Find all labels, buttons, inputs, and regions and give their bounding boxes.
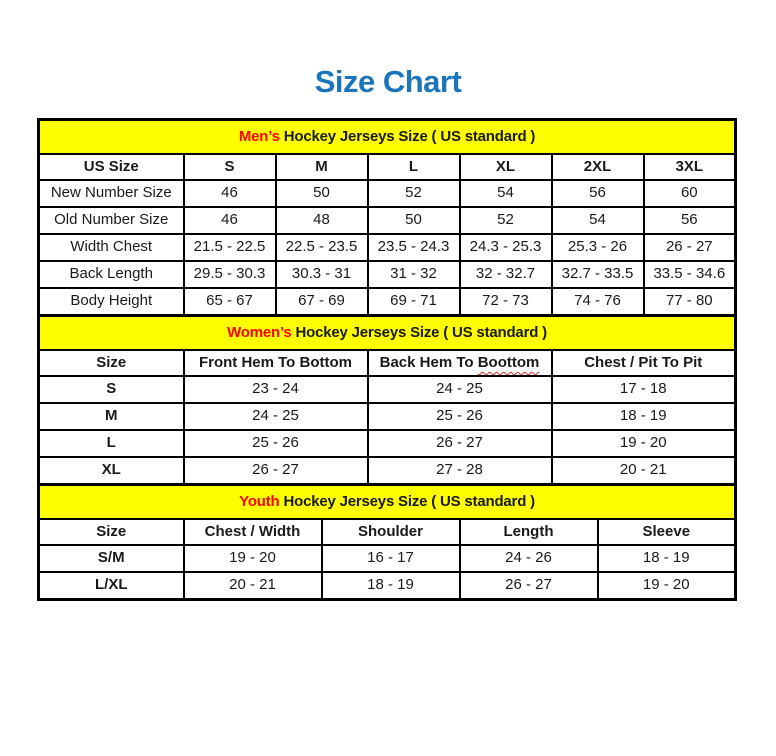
womens-row-label: L [39, 430, 184, 457]
mens-size-value: 33.5 - 34.6 [644, 261, 736, 288]
mens-size-value: 31 - 32 [368, 261, 460, 288]
youth-size-value: 24 - 26 [460, 545, 598, 572]
misspelled-word: Boottom [477, 353, 540, 371]
youth-size-value: 19 - 20 [184, 545, 322, 572]
mens-size-table [37, 118, 737, 317]
page-title: Size Chart [314, 64, 462, 99]
womens-table-row [39, 403, 736, 430]
womens-row-label: S [39, 376, 184, 403]
womens-col-header-3: Chest / Pit To Pit [552, 350, 736, 376]
womens-banner-text: Hockey Jerseys Size ( US standard ) [295, 323, 547, 341]
womens-table-row [39, 430, 736, 457]
womens-size-value: 25 - 26 [184, 430, 368, 457]
womens-size-value: 24 - 25 [368, 376, 552, 403]
mens-col-header-2: M [276, 154, 368, 180]
mens-size-value: 56 [644, 207, 736, 234]
womens-size-value: 27 - 28 [368, 457, 552, 485]
mens-size-value: 74 - 76 [552, 288, 644, 316]
youth-banner-text: Hockey Jerseys Size ( US standard ) [283, 492, 535, 510]
mens-table-row [39, 207, 736, 234]
mens-size-value: 50 [276, 180, 368, 207]
mens-size-value: 21.5 - 22.5 [184, 234, 276, 261]
youth-table-row [39, 545, 736, 572]
youth-size-value: 18 - 19 [598, 545, 736, 572]
mens-size-value: 56 [552, 180, 644, 207]
mens-size-value: 54 [460, 180, 552, 207]
womens-col-header-0: Size [39, 350, 184, 376]
womens-col-header-1: Front Hem To Bottom [184, 350, 368, 376]
size-tables-container [37, 118, 733, 601]
mens-size-value: 48 [276, 207, 368, 234]
womens-table-row [39, 376, 736, 403]
mens-col-header-1: S [184, 154, 276, 180]
mens-row-label: Back Length [39, 261, 184, 288]
youth-size-value: 20 - 21 [184, 572, 322, 600]
mens-size-value: 54 [552, 207, 644, 234]
size-chart-page [0, 64, 776, 756]
womens-row-label: M [39, 403, 184, 430]
mens-col-header-5: 2XL [552, 154, 644, 180]
mens-size-value: 52 [368, 180, 460, 207]
womens-row-label: XL [39, 457, 184, 485]
womens-banner [39, 316, 736, 351]
youth-size-value: 16 - 17 [322, 545, 460, 572]
mens-row-label: Old Number Size [39, 207, 184, 234]
mens-col-header-6: 3XL [644, 154, 736, 180]
youth-size-value: 19 - 20 [598, 572, 736, 600]
mens-size-value: 22.5 - 23.5 [276, 234, 368, 261]
womens-size-value: 18 - 19 [552, 403, 736, 430]
mens-size-value: 65 - 67 [184, 288, 276, 316]
youth-banner [39, 485, 736, 520]
mens-table-row [39, 180, 736, 207]
womens-table-row [39, 457, 736, 485]
youth-row-label: S/M [39, 545, 184, 572]
mens-size-value: 69 - 71 [368, 288, 460, 316]
womens-size-value: 26 - 27 [184, 457, 368, 485]
womens-col-header-2: Back Hem To Boottom [368, 350, 552, 376]
mens-size-value: 26 - 27 [644, 234, 736, 261]
womens-size-value: 19 - 20 [552, 430, 736, 457]
youth-size-value: 26 - 27 [460, 572, 598, 600]
womens-banner-highlight: Women’s [227, 323, 292, 341]
youth-table-row [39, 572, 736, 600]
youth-col-header-4: Sleeve [598, 519, 736, 545]
mens-table-row [39, 288, 736, 316]
mens-col-header-4: XL [460, 154, 552, 180]
mens-size-value: 72 - 73 [460, 288, 552, 316]
youth-size-table [37, 483, 737, 601]
youth-row-label: L/XL [39, 572, 184, 600]
mens-size-value: 25.3 - 26 [552, 234, 644, 261]
mens-size-value: 67 - 69 [276, 288, 368, 316]
womens-size-value: 25 - 26 [368, 403, 552, 430]
mens-size-value: 77 - 80 [644, 288, 736, 316]
mens-size-value: 50 [368, 207, 460, 234]
mens-size-value: 52 [460, 207, 552, 234]
mens-size-value: 29.5 - 30.3 [184, 261, 276, 288]
womens-size-value: 20 - 21 [552, 457, 736, 485]
mens-size-value: 46 [184, 180, 276, 207]
mens-size-value: 30.3 - 31 [276, 261, 368, 288]
youth-banner-highlight: Youth [239, 492, 280, 510]
mens-size-value: 46 [184, 207, 276, 234]
mens-banner-text: Hockey Jerseys Size ( US standard ) [283, 127, 536, 145]
mens-table-row [39, 261, 736, 288]
mens-row-label: Body Height [39, 288, 184, 316]
mens-row-label: Width Chest [39, 234, 184, 261]
mens-size-value: 24.3 - 25.3 [460, 234, 552, 261]
youth-col-header-0: Size [39, 519, 184, 545]
mens-table-row [39, 234, 736, 261]
womens-size-value: 24 - 25 [184, 403, 368, 430]
youth-col-header-3: Length [460, 519, 598, 545]
mens-size-value: 32.7 - 33.5 [552, 261, 644, 288]
mens-size-value: 60 [644, 180, 736, 207]
mens-banner [39, 120, 736, 155]
mens-size-value: 32 - 32.7 [460, 261, 552, 288]
mens-col-header-3: L [368, 154, 460, 180]
youth-size-value: 18 - 19 [322, 572, 460, 600]
youth-col-header-2: Shoulder [322, 519, 460, 545]
mens-banner-highlight: Men’s [238, 127, 280, 145]
mens-row-label: New Number Size [39, 180, 184, 207]
mens-col-header-0: US Size [39, 154, 184, 180]
womens-size-value: 26 - 27 [368, 430, 552, 457]
womens-size-table [37, 314, 737, 486]
womens-size-value: 17 - 18 [552, 376, 736, 403]
youth-col-header-1: Chest / Width [184, 519, 322, 545]
womens-size-value: 23 - 24 [184, 376, 368, 403]
mens-size-value: 23.5 - 24.3 [368, 234, 460, 261]
